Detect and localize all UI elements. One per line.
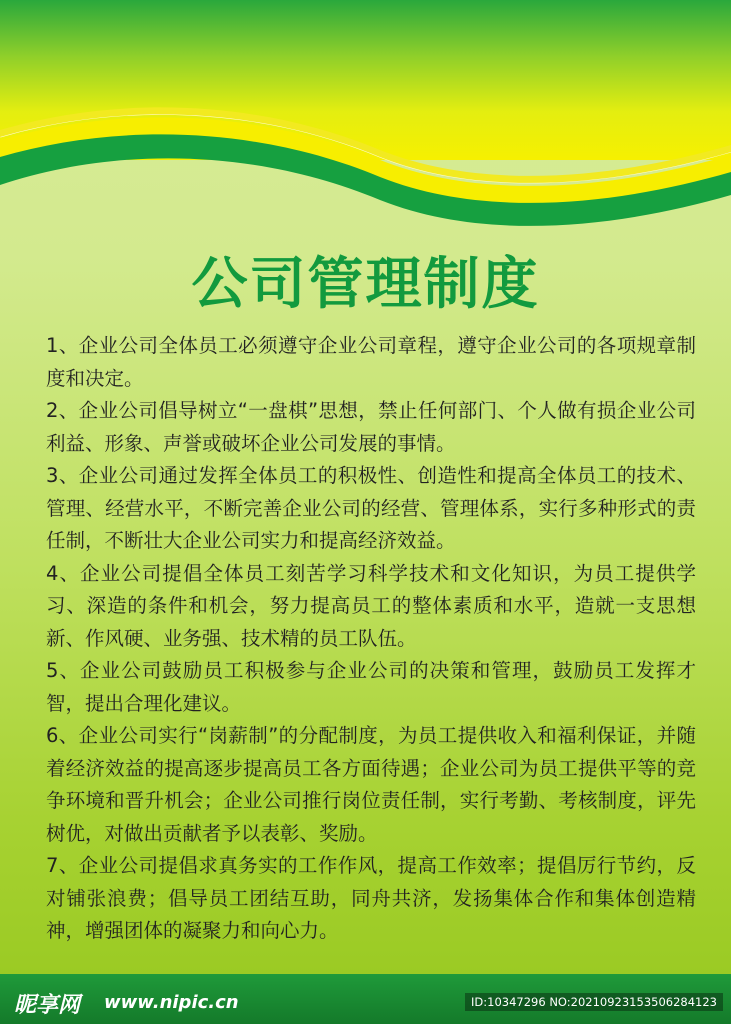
rule-item-5: 5、企业公司鼓励员工积极参与企业公司的决策和管理，鼓励员工发挥才智，提出合理化建议。	[46, 659, 696, 715]
rule-item-1: 1、企业公司全体员工必须遵守企业公司章程，遵守企业公司的各项规章制度和决定。	[46, 334, 696, 390]
watermark-brand: 昵享网	[14, 993, 81, 1018]
rule-item-2: 2、企业公司倡导树立“一盘棋”思想，禁止任何部门、个人做有损企业公司利益、形象、声誉或破坏企业公司发展的事情。	[46, 399, 696, 455]
rule-item-3: 3、企业公司通过发挥全体员工的积极性、创造性和提高全体员工的技术、管理、经营水平，不断完善企业公司的经营、管理体系，实行多种形式的责任制，不断壮大企业公司实力和提高经济效益。	[46, 464, 696, 552]
rule-item-4: 4、企业公司提倡全体员工刻苦学习科学技术和文化知识，为员工提供学习、深造的条件和机会，努力提高员工的整体素质和水平，造就一支思想新、作风硬、业务强、技术精的员工队伍。	[46, 561, 696, 650]
rule-item-6: 6、企业公司实行“岗薪制”的分配制度，为员工提供收入和福利保证，并随着经济效益的提高逐步提高员工各方面待遇；企业公司为员工提供平等的竞争环境和晋升机会；企业公司推行岗位责任制，实行考勤、考核制度，评先树优，对做出贡献者予以表彰、奖励。	[46, 724, 696, 845]
rules-list	[46, 330, 696, 948]
footer-bar	[0, 974, 731, 1024]
watermark-site: www.nipic.cn	[104, 992, 239, 1013]
page-title: 公司管理制度	[191, 252, 540, 317]
header-wave-decoration	[0, 0, 731, 230]
rule-item-7: 7、企业公司提倡求真务实的工作作风，提高工作效率；提倡厉行节约，反对铺张浪费；倡导员工团结互助，同舟共济，发扬集体合作和集体创造精神，增强团体的凝聚力和向心力。	[46, 854, 696, 942]
image-id-label: ID:10347296 NO:20210923153506284123	[465, 993, 723, 1011]
